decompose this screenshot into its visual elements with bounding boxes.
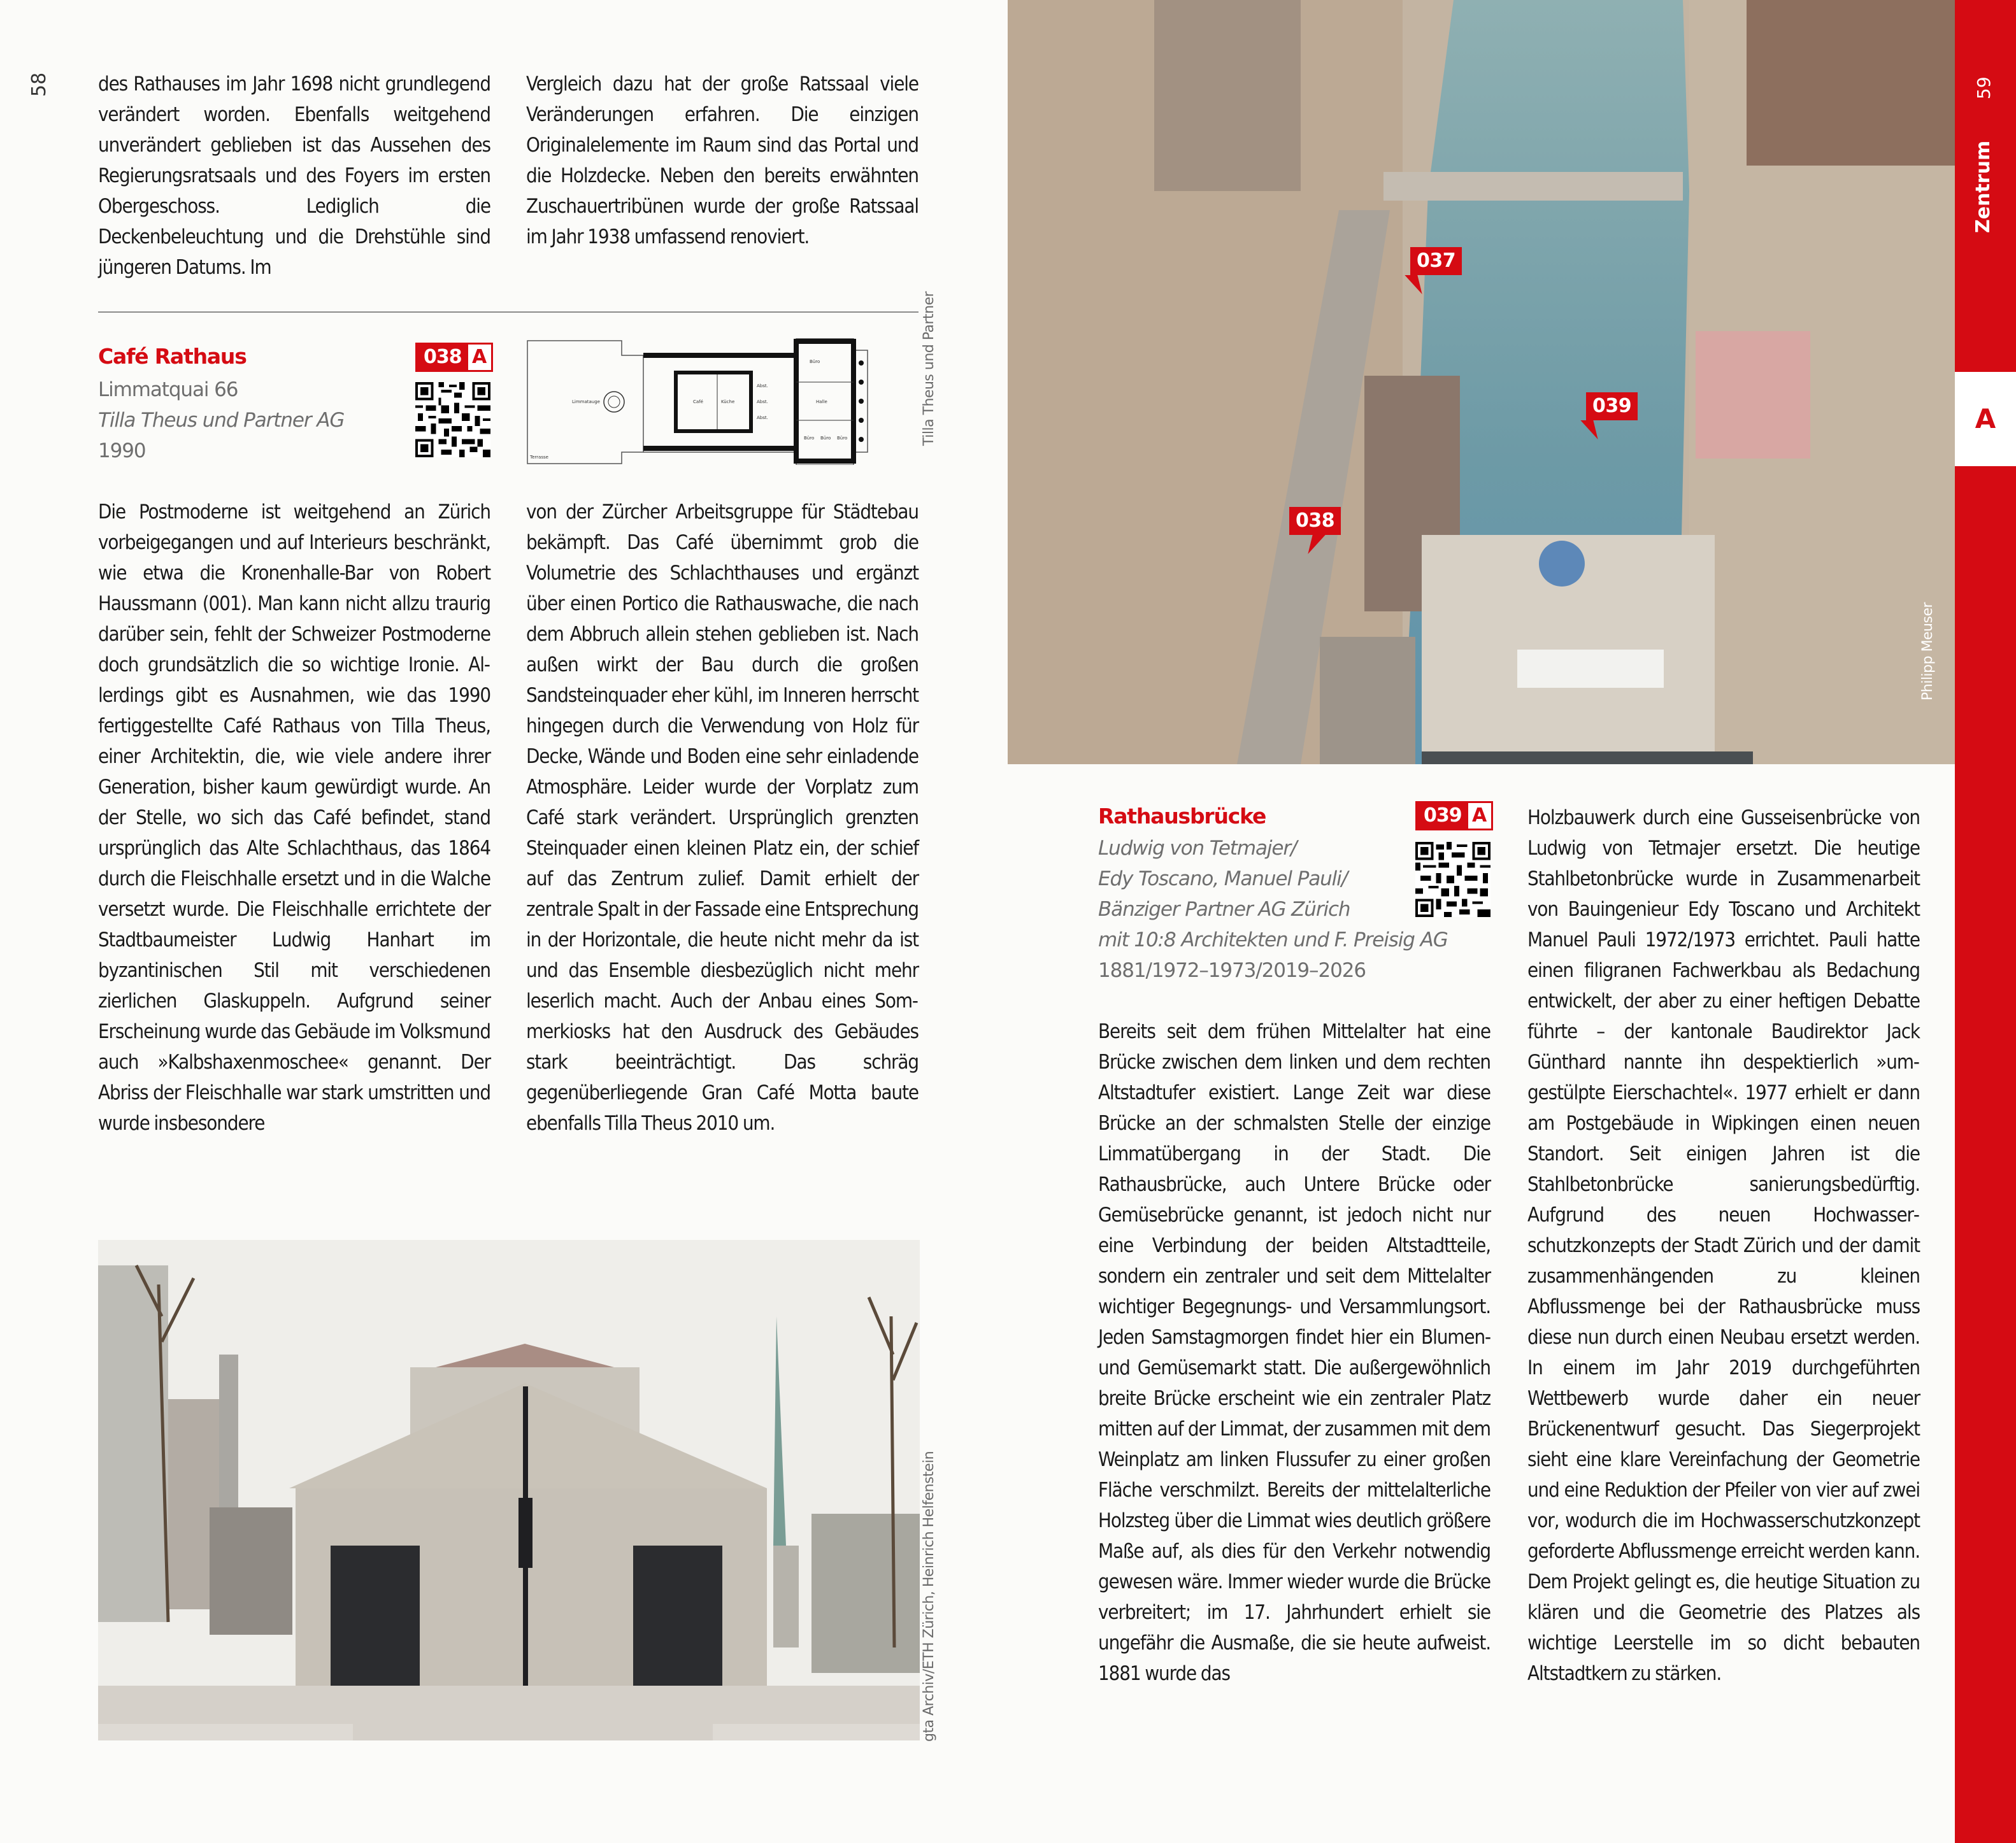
entry-badge-039[interactable]	[1415, 801, 1493, 830]
pin-label-038: 038	[1289, 507, 1341, 535]
rathausbruecke-text-col2: Holzbauwerk durch eine Gusseisenbrücke von Ludwig von Tetmajer ersetzt. Die heutige Stahlbetonbrücke wurde in Zusammenarbeit von Bauingenieur Edy Toscano und Architekt Manuel Pauli 1972/1973 errichtet. Pauli hatte einen filigranen Fachwerkbau als Bedachung entwickelt, der aber zu einer heftigen Debatte führte – der kantonale Baudirektor Jack Günthard nannte ihn despektierlich »umgestülpte Eierschachtel«. 1977 erhielt er dann am Postgebäude in Wipkingen einen neuen Standort. Seit einigen Jahren ist die Stahlbetonbrücke sanierungsbedürftig. Aufgrund des neuen Hochwasserschutzkonzepts der Stadt Zürich und der damit zusammenhängenden zu kleinen Abflussmenge bei der Rathausbrücke muss diese nun durch einen Neubau ersetzt werden. In einem im Jahr 2019 durchgeführten Wettbewerb wurde daher ein neuer Brückenentwurf gesucht. Das Siegerprojekt sieht eine klare Vereinfachung der Geometrie und eine Reduktion der Pfeiler von vier auf zwei vor, wodurch die im Hochwasserschutzkonzept geforderte Abflussmenge erreicht werden kann. Dem Projekt gelingt es, die heutige Situation zu klären und die Geometrie des Platzes als wichtige Leerstelle im so dicht bebauten Altstadtkern zu stärken.	[1527, 806, 1920, 1685]
rathausbruecke-text-col1: Bereits seit dem frühen Mittelalter hat eine Brücke zwischen dem linken und dem rechten Altstadtufer existiert. Lange Zeit war diese Brücke an der schmalsten Stelle der einzige Limmatübergang in der Stadt. Die Rathausbrücke, auch Untere Brücke oder Gemüsebrücke genannt, ist jedoch nicht nur eine Verbindung der beiden Altstadtteile, sondern ein zentraler und seit dem Mittelalter wichtiger Begegnungs- und Versammlungsort. Jeden Samstagmorgen findet hier ein Blumen- und Gemüsemarkt statt. Die außergewöhnlich breite Brücke erscheint wie ein zentraler Platz mitten auf der Limmat, der zusammen mit dem Weinplatz am linken Flussufer zu einer großen Fläche verschmilzt. Bereits der mittelalterliche Holzsteg über die Limmat wies deutlich größere Maße auf, als dies für den Verkehr notwendig gewesen wäre. Immer wieder wurde die Brücke verbreitert; im 17. Jahrhundert erhielt sie ungefähr die Ausmaße, die sie heute aufweist. 1881 wurde das	[1098, 1020, 1491, 1685]
plan-label-abst-3: Abst.	[757, 415, 768, 420]
plan-label-buero-2: Büro	[820, 436, 831, 441]
plan-label-kueche: Küche	[721, 399, 735, 404]
badge-number: 038	[417, 345, 468, 370]
floor-plan-cafe-rathaus	[526, 338, 908, 465]
page-number-left: 58	[28, 72, 50, 97]
architect-line-1: Ludwig von Tetmajer/	[1098, 837, 1297, 860]
plan-label-halle: Halle	[816, 399, 827, 404]
entry-year: 1990	[98, 439, 146, 462]
entry-title-rathausbruecke: Rathausbrücke	[1098, 804, 1266, 829]
plan-label-buero-3: Büro	[837, 436, 848, 441]
cafe-rathaus-text-col1: Die Postmoderne ist weitgehend an Zürich vorbeigegangen und auf Interieurs beschränkt, wie etwa die Kronenhalle-Bar von Robert Haussmann (001). Man kann nicht allzu traurig darüber sein, fehlt der Schweizer Postmoderne doch grundsätzlich die so wichtige Ironie. Allerdings gibt es Ausnahmen, wie das 1990 fertiggestellte Café Rathaus von Tilla Theus, einer Architektin, die, wie viele andere ihrer Generation, bisher kaum gewürdigt wurde. An der Stelle, wo sich das Café befindet, stand ursprünglich das Alte Schlachthaus, das 1864 durch die Fleischhalle ersetzt und in die Walche versetzt wurde. Die Fleischhalle errichtete der Stadtbaumeister Ludwig Hanhart im byzantinischen Stil mit verschiedenen zierlichen Glaskuppeln. Aufgrund seiner Erscheinung wurde das Gebäude im Volksmund auch »Kalbshaxenmoschee« genannt. Der Abriss der Fleischhalle war stark umstritten und wurde insbesondere	[98, 501, 490, 1135]
map-pin-038[interactable]	[1289, 507, 1341, 554]
pin-pointer-038	[1301, 535, 1325, 554]
badge-zone: A	[468, 345, 491, 370]
photo-credit-cafe-rathaus: gta Archiv/ETH Zürich, Heinrich Helfenstein	[921, 1451, 937, 1742]
plan-credit: Tilla Theus und Partner	[921, 291, 937, 446]
badge-number: 039	[1417, 803, 1468, 829]
entry-badge-038[interactable]	[415, 343, 493, 372]
plan-label-terrasse: Terrasse	[530, 455, 548, 460]
entry-years: 1881/1972–1973/2019–2026	[1098, 959, 1366, 982]
photo-credit-aerial: Philipp Meuser	[1920, 602, 1936, 701]
pin-label-039: 039	[1586, 392, 1638, 420]
section-sidebar	[1955, 0, 2016, 1843]
aerial-photo-limmat	[1008, 0, 1955, 764]
entry-title-cafe-rathaus: Café Rathaus	[98, 344, 247, 369]
section-divider	[98, 311, 919, 313]
plan-label-buero-1: Büro	[804, 436, 815, 441]
intro-text-col2: Vergleich dazu hat der große Ratssaal viele Veränderungen erfahren. Die einzigen Originalelemente im Raum sind das Portal und die Holzdecke. Neben den bereits erwähnten Zuschauertribünen wurde der große Ratssaal im Jahr 1938 umfassend renoviert.	[526, 73, 919, 248]
section-title-zentrum: Zentrum	[1972, 140, 1994, 233]
cafe-rathaus-photo	[98, 1240, 920, 1740]
plan-label-abst-1: Abst.	[757, 383, 768, 388]
architect-line-4: mit 10:8 Architekten und F. Preisig AG	[1098, 929, 1448, 951]
entry-architect: Tilla Theus und Partner AG	[98, 409, 345, 432]
page-number-right: 59	[1973, 76, 1994, 99]
cafe-rathaus-text-col2: von der Zürcher Arbeitsgruppe für Städtebau bekämpft. Das Café übernimmt grob die Volumetrie des Schlachthauses und ergänzt über einen Portico die Rathauswache, die nach dem Abbruch allein stehen geblieben ist. Nach außen wirkt der Bau durch die großen Sandsteinquader eher kühl, im Inneren herrscht hingegen durch die Verwendung von Holz für Decke, Wände und Boden eine sehr einladende Atmosphäre. Leider wurde der Vorplatz zum Café stark verändert. Ursprünglich grenzten Steinquader einen kleinen Platz ein, der schief auf das Zentrum zulief. Damit erhielt der zentrale Spalt in der Fassade eine Entsprechung in der Horizontale, die heute nicht mehr da ist und das Ensemble diesbezüglich nicht mehr leserlich macht. Auch der Anbau eines Sommerkiosks hat den Ausdruck des Gebäudes stark beeinträchtigt. Das schräg gegenüberliegende Gran Café Motta baute ebenfalls Tilla Theus 2010 um.	[526, 501, 919, 1135]
section-letter: A	[1975, 403, 1996, 434]
entry-address: Limmatquai 66	[98, 378, 238, 401]
map-pin-039[interactable]	[1586, 392, 1638, 439]
map-pin-037[interactable]	[1410, 247, 1462, 294]
plan-label-limmatauge: Limmatauge	[572, 399, 600, 404]
section-letter-tab[interactable]	[1955, 372, 2016, 466]
architect-line-3: Bänziger Partner AG Zürich	[1098, 898, 1350, 921]
plan-label-abst-2: Abst.	[757, 399, 768, 404]
plan-label-cafe: Café	[693, 399, 703, 404]
qr-code-icon-038[interactable]	[415, 382, 490, 457]
badge-zone: A	[1468, 803, 1491, 829]
entry-meta-038	[98, 374, 391, 466]
plan-label-buero-top: Büro	[810, 359, 820, 364]
qr-code-icon-039[interactable]	[1415, 842, 1491, 917]
architect-line-2: Edy Toscano, Manuel Pauli/	[1098, 867, 1348, 890]
pin-label-037: 037	[1410, 247, 1462, 275]
intro-text-col1: des Rathauses im Jahr 1698 nicht grundlegend verändert worden. Ebenfalls weitgehend unverändert geblieben ist das Aussehen des Regierungsratsaals und des Foyers im ersten Obergeschoss. Lediglich die Deckenbeleuchtung und die Drehstühle sind jüngeren Datums. Im	[98, 73, 490, 279]
